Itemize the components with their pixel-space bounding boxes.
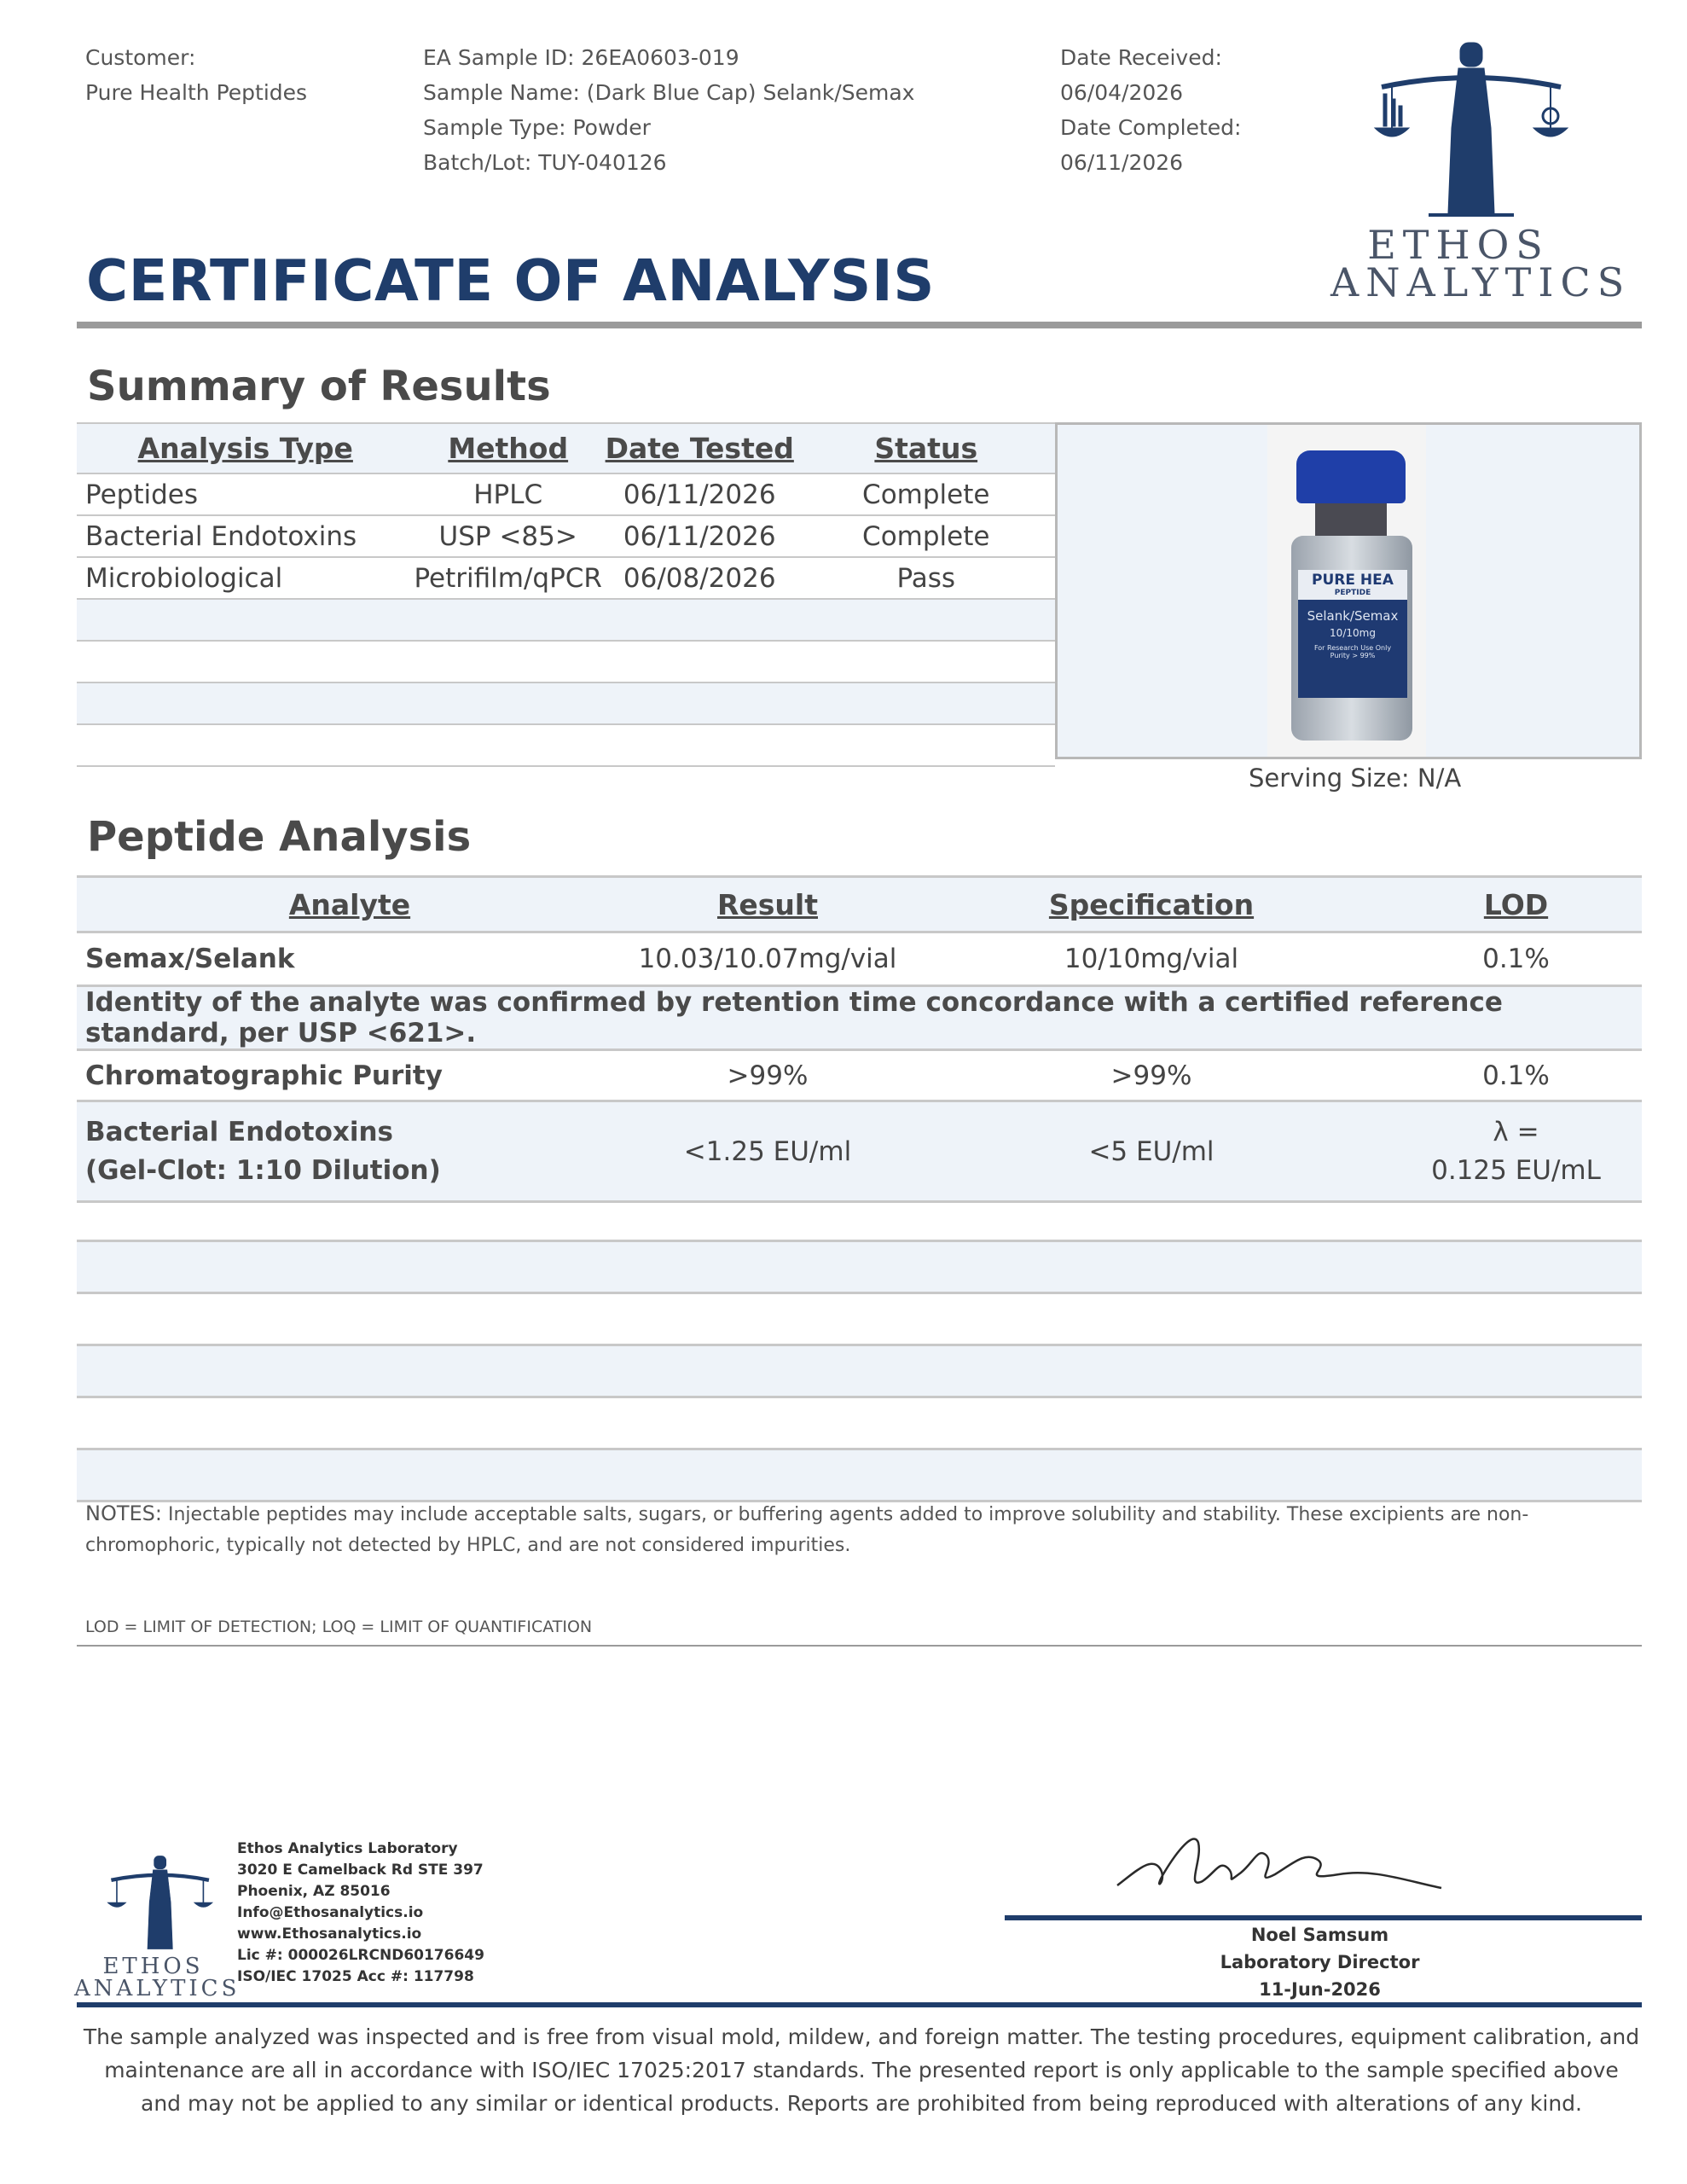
footer-rule <box>77 2002 1642 2007</box>
signatory-date: 11-Jun-2026 <box>1259 1979 1381 2000</box>
table-row <box>77 515 1055 557</box>
analyte-line-2: (Gel-Clot: 1:10 Dilution) <box>85 1154 441 1186</box>
identity-note: Identity of the analyte was confirmed by retention time concordance with a certified reference standard, per USP <621>. <box>77 986 1642 1050</box>
status: Complete <box>797 473 1056 515</box>
identity-note-row <box>77 986 1642 1050</box>
signatory-title: Laboratory Director <box>1220 1952 1420 1972</box>
peptide-heading: Peptide Analysis <box>87 813 472 861</box>
signatory-name: Noel Samsum <box>1250 1925 1389 1945</box>
empty-row <box>77 599 1055 641</box>
summary-heading: Summary of Results <box>87 363 551 410</box>
date-tested: 06/08/2026 <box>602 557 797 599</box>
method: HPLC <box>414 473 602 515</box>
logo-line-2: ANALYTICS <box>1330 259 1632 305</box>
vial-note-1: For Research Use Only <box>1313 644 1392 652</box>
sample-type: Sample Type: Powder <box>423 115 651 140</box>
product-photo <box>1267 425 1426 757</box>
lod <box>1390 1101 1642 1202</box>
status: Complete <box>797 515 1056 557</box>
date-completed-label: Date Completed: <box>1060 115 1242 140</box>
empty-row <box>77 1450 1642 1502</box>
status: Pass <box>797 557 1056 599</box>
lab-email: Info@Ethosanalytics.io <box>237 1904 424 1921</box>
lab-address-1: 3020 E Camelback Rd STE 397 <box>237 1862 484 1879</box>
lod-line-2: 0.125 EU/mL <box>1431 1154 1601 1186</box>
vial-cap <box>1296 450 1406 503</box>
notes-rule <box>77 1645 1642 1647</box>
result: <1.25 EU/ml <box>623 1101 913 1202</box>
date-received-label: Date Received: <box>1060 45 1222 70</box>
vial-brand-sub: PEPTIDE <box>1298 589 1407 600</box>
result: 10.03/10.07mg/vial <box>623 932 913 986</box>
table-row <box>77 932 1642 986</box>
lab-iso: ISO/IEC 17025 Acc #: 117798 <box>237 1968 474 1985</box>
vial-dose: 10/10mg <box>1330 627 1376 639</box>
sample-id: EA Sample ID: 26EA0603-019 <box>423 45 739 70</box>
batch-lot: Batch/Lot: TUY-040126 <box>423 150 667 175</box>
disclaimer: The sample analyzed was inspected and is free from visual mold, mildew, and foreign matter. The testing procedures, equipment calibration, and maintenance are all in accordance with ISO/IEC 17025:2017 standards. The presented report is only applicable to the sample specified above and may not be applied to any similar or identical products. Reports are prohibited from being reproduced with alterations of any kind. <box>83 2024 1640 2116</box>
sample-name: Sample Name: (Dark Blue Cap) Selank/Semax <box>423 80 915 105</box>
sample-info-block <box>423 40 914 180</box>
analyte: Semax/Selank <box>77 932 623 986</box>
footer-logo-wordmark <box>74 1954 241 2001</box>
col-method: Method <box>414 424 602 473</box>
table-row <box>77 473 1055 515</box>
summary-table <box>77 424 1055 767</box>
empty-row <box>77 724 1055 766</box>
lab-website: www.Ethosanalytics.io <box>237 1926 422 1943</box>
footer-logo-line-1: ETHOS <box>102 1954 204 1979</box>
lab-address-2: Phoenix, AZ 85016 <box>237 1883 391 1900</box>
title-rule <box>77 322 1642 328</box>
vial-product: Selank/Semax <box>1307 608 1399 624</box>
analysis-type: Bacterial Endotoxins <box>77 515 414 557</box>
ethos-logo <box>1330 34 1632 307</box>
lod: 0.1% <box>1390 932 1642 986</box>
notes-text: Injectable peptides may include acceptable salts, sugars, or buffering agents added to improve solubility and stability. These excipients are non-chromophoric, typically not detected by HPLC, and are not considered impurities. <box>85 1504 1529 1556</box>
customer-value: Pure Health Peptides <box>85 80 308 105</box>
footer-logo <box>74 1851 241 2005</box>
peptide-table <box>77 875 1642 1203</box>
date-received-value: 06/04/2026 <box>1060 80 1184 105</box>
signatory-block <box>998 1921 1642 2003</box>
table-row <box>77 557 1055 599</box>
analysis-type: Peptides <box>77 473 414 515</box>
peptide-header-row <box>77 877 1642 932</box>
lod: 0.1% <box>1390 1050 1642 1101</box>
lab-license: Lic #: 000026LRCND60176649 <box>237 1947 484 1964</box>
vial-note-2: Purity > 99% <box>1330 652 1376 659</box>
result: >99% <box>623 1050 913 1101</box>
summary-header-row <box>77 424 1055 473</box>
method: USP <85> <box>414 515 602 557</box>
empty-row <box>77 1242 1642 1294</box>
lod-line-1: λ = <box>1493 1116 1539 1147</box>
vial-neck <box>1315 503 1387 537</box>
vial-brand: PURE HEA <box>1298 570 1407 589</box>
table-row <box>77 1050 1642 1101</box>
scales-of-justice-icon <box>78 1851 228 1954</box>
lab-info <box>237 1838 484 1988</box>
product-photo-panel <box>1055 422 1642 759</box>
table-row <box>77 1101 1642 1202</box>
notes-lead: NOTES: <box>85 1502 162 1525</box>
lod-definition: LOD = LIMIT OF DETECTION; LOQ = LIMIT OF QUANTIFICATION <box>85 1618 593 1636</box>
signature-graphic <box>1100 1821 1458 1907</box>
empty-row <box>77 1294 1642 1346</box>
empty-row <box>77 1190 1642 1242</box>
specification: 10/10mg/vial <box>913 932 1390 986</box>
customer-label: Customer: <box>85 45 196 70</box>
col-status: Status <box>797 424 1056 473</box>
footer-logo-line-2: ANALYTICS <box>74 1976 241 2001</box>
customer-block <box>85 40 307 110</box>
logo-line-1: ETHOS <box>1367 222 1550 268</box>
empty-row <box>77 1398 1642 1450</box>
empty-row <box>77 682 1055 724</box>
date-tested: 06/11/2026 <box>602 473 797 515</box>
date-completed-value: 06/11/2026 <box>1060 150 1184 175</box>
empty-row <box>77 1346 1642 1398</box>
method: Petrifilm/qPCR <box>414 557 602 599</box>
empty-row <box>77 641 1055 682</box>
signature-line <box>1005 1915 1642 1920</box>
logo-wordmark <box>1330 222 1632 305</box>
specification: >99% <box>913 1050 1390 1101</box>
serving-size: Serving Size: N/A <box>1249 764 1462 793</box>
specification: <5 EU/ml <box>913 1101 1390 1202</box>
dates-block <box>1060 40 1241 180</box>
lab-name: Ethos Analytics Laboratory <box>237 1840 458 1857</box>
col-analyte: Analyte <box>77 877 623 932</box>
date-tested: 06/11/2026 <box>602 515 797 557</box>
document-title: CERTIFICATE OF ANALYSIS <box>86 247 936 314</box>
analysis-type: Microbiological <box>77 557 414 599</box>
analyte-line-1: Bacterial Endotoxins <box>85 1116 394 1147</box>
col-result: Result <box>623 877 913 932</box>
col-date-tested: Date Tested <box>602 424 797 473</box>
vial-label <box>1298 570 1407 698</box>
col-analysis-type: Analysis Type <box>77 424 414 473</box>
scales-of-justice-icon <box>1330 34 1586 222</box>
col-specification: Specification <box>913 877 1390 932</box>
notes <box>85 1498 1629 1561</box>
analyte: Chromatographic Purity <box>77 1050 623 1101</box>
col-lod: LOD <box>1390 877 1642 932</box>
analyte <box>77 1101 623 1202</box>
